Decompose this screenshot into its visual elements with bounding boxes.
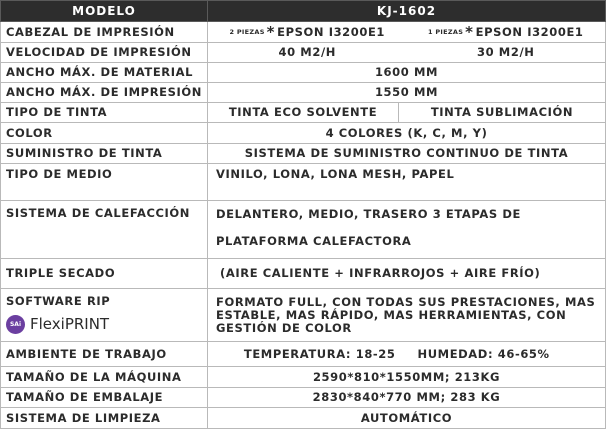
value-limpieza: AUTOMÁTICO: [208, 408, 606, 429]
logo-text-flexi: Flexi: [30, 315, 65, 333]
value-color: 4 COLORES (K, C, M, Y): [208, 123, 606, 144]
label-limpieza: SISTEMA DE LIMPIEZA: [1, 408, 208, 429]
tinta-a: TINTA ECO SOLVENTE: [208, 103, 399, 123]
calefaccion-line-2: PLATAFORMA CALEFACTORA: [216, 234, 412, 248]
row-tam-embalaje: [1, 388, 606, 408]
velocidad-a: 40 M2/H: [278, 45, 336, 59]
cabezal-a-model: EPSON I3200E1: [277, 24, 386, 39]
label-color: COLOR: [1, 123, 208, 144]
value-tam-embalaje: 2830*840*770 MM; 283 KG: [208, 388, 606, 408]
asterisk-icon: *: [266, 22, 276, 41]
label-software: SOFTWARE RIP: [6, 294, 111, 308]
calefaccion-line-1: DELANTERO, MEDIO, TRASERO 3 ETAPAS DE: [216, 207, 521, 221]
row-ambiente: [1, 342, 606, 367]
row-medio: [1, 164, 606, 201]
value-secado: (AIRE CALIENTE + INFRARROJOS + AIRE FRÍO): [208, 259, 606, 289]
cabezal-option-b: [407, 22, 606, 41]
header-model-label: MODELO: [1, 1, 208, 22]
label-velocidad: VELOCIDAD DE IMPRESIÓN: [1, 43, 208, 63]
value-ancho-material: 1600 MM: [208, 63, 606, 83]
value-ancho-impresion: 1550 MM: [208, 83, 606, 103]
ambiente-temperatura: TEMPERATURA: 18-25: [243, 346, 396, 361]
row-calefaccion: [1, 201, 606, 259]
label-secado: TRIPLE SECADO: [1, 259, 208, 289]
tinta-b: TINTA SUBLIMACIÓN: [399, 103, 606, 123]
row-ancho-material: [1, 63, 606, 83]
row-software: [1, 289, 606, 342]
row-color: [1, 123, 606, 144]
flexiprint-logo: [6, 315, 203, 334]
label-ambiente: AMBIENTE DE TRABAJO: [1, 342, 208, 367]
row-suministro: [1, 144, 606, 164]
sai-logo-icon: SAi: [6, 315, 25, 334]
cabezal-b-model: EPSON I3200E1: [475, 24, 584, 39]
table-header-row: [1, 1, 606, 22]
label-tinta: TIPO DE TINTA: [1, 103, 208, 123]
value-software: FORMATO FULL, CON TODAS SUS PRESTACIONES, MAS ESTABLE, MAS RÁPIDO, MAS HERRAMIENTAS, CON GESTIÓN DE COLOR: [208, 289, 606, 342]
value-suministro: SISTEMA DE SUMINISTRO CONTINUO DE TINTA: [208, 144, 606, 164]
value-medio: VINILO, LONA, LONA MESH, PAPEL: [208, 164, 606, 201]
ambiente-humedad: HUMEDAD: 46-65%: [417, 346, 550, 361]
cabezal-b-qty: 1 PIEZAS: [427, 27, 464, 36]
row-velocidad: [1, 43, 606, 63]
logo-text-print: PRINT: [64, 315, 110, 333]
row-secado: [1, 259, 606, 289]
label-calefaccion: SISTEMA DE CALEFACCIÓN: [1, 201, 208, 259]
label-ancho-material: ANCHO MÁX. DE MATERIAL: [1, 63, 208, 83]
cabezal-option-a: [208, 22, 407, 41]
label-tam-embalaje: TAMAÑO DE EMBALAJE: [1, 388, 208, 408]
row-limpieza: [1, 408, 606, 429]
label-medio: TIPO DE MEDIO: [1, 164, 208, 201]
value-tam-maquina: 2590*810*1550MM; 213KG: [208, 367, 606, 388]
header-model-value: KJ-1602: [208, 1, 606, 22]
row-ancho-impresion: [1, 83, 606, 103]
cabezal-a-qty: 2 PIEZAS: [229, 27, 265, 36]
row-cabezal: [1, 22, 606, 43]
label-cabezal: CABEZAL DE IMPRESIÓN: [1, 22, 208, 43]
label-tam-maquina: TAMAÑO DE LA MÁQUINA: [1, 367, 208, 388]
velocidad-b: 30 M2/H: [477, 45, 535, 59]
row-tam-maquina: [1, 367, 606, 388]
asterisk-icon: *: [465, 22, 474, 41]
row-tinta: [1, 103, 606, 123]
label-suministro: SUMINISTRO DE TINTA: [1, 144, 208, 164]
label-ancho-impresion: ANCHO MÁX. DE IMPRESIÓN: [1, 83, 208, 103]
